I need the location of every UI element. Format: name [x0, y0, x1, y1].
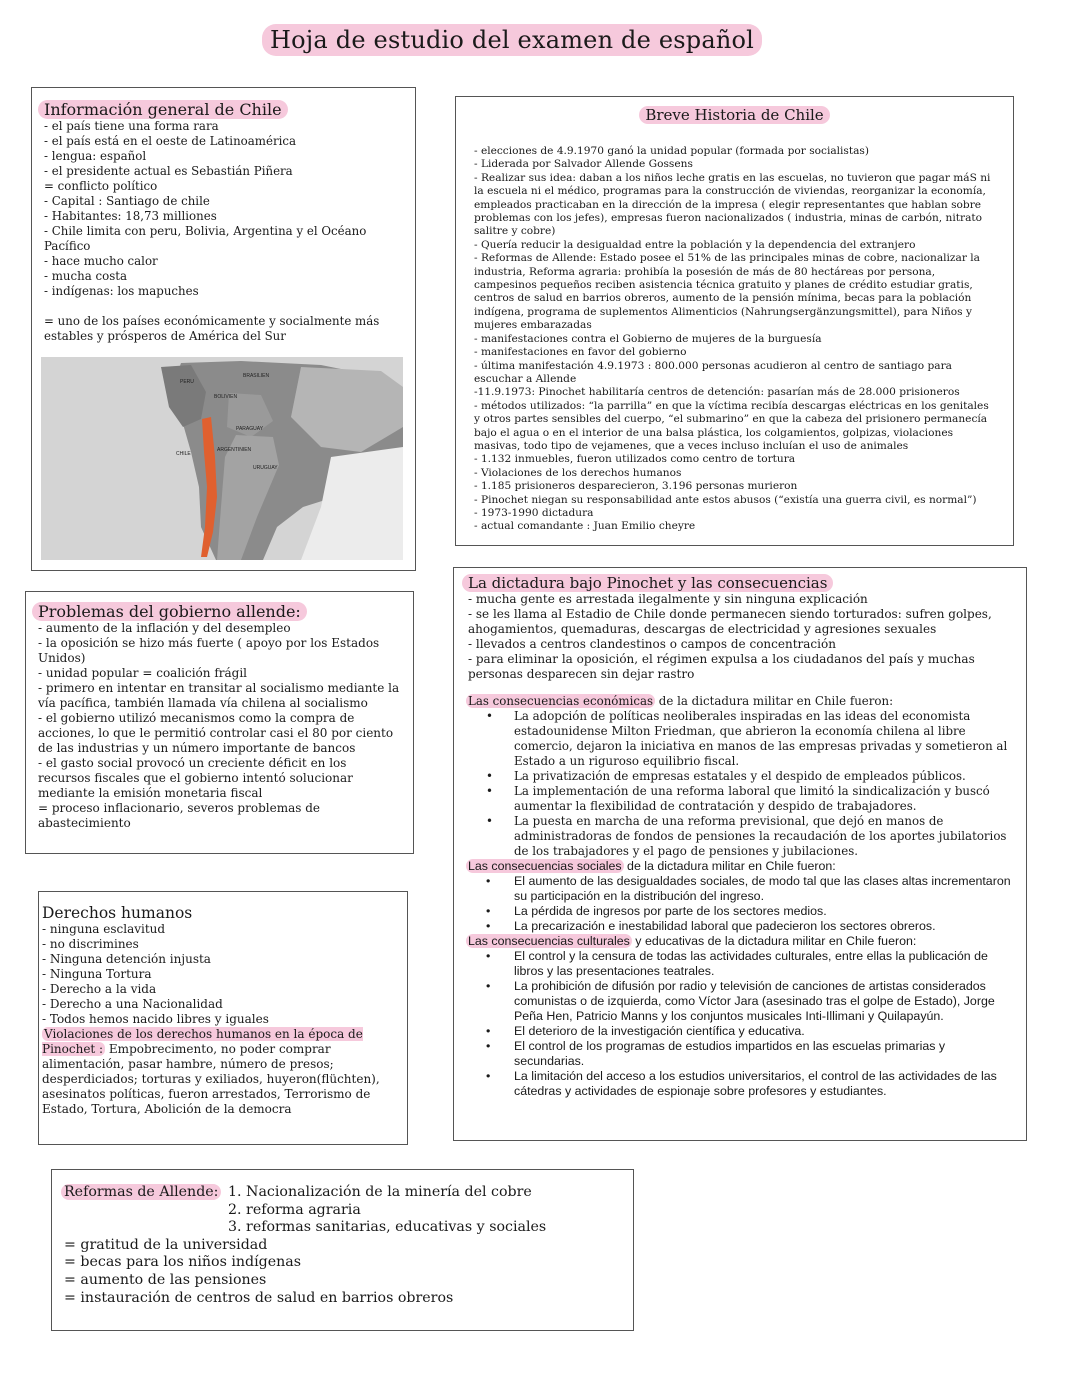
history-line: - última manifestación 4.9.1973 : 800.000 personas acudieron al centro de santiago para escuchar a Allende — [474, 359, 952, 385]
history-line: - Realizar sus idea: daban a los niños leche gratis en las escuelas, no tuvieron que pagar máS ni la escuela ni el médico, programas para la construcción de viviendas, reorganizar la economía, empleados practicaban en la dirección de la impresa ( elegir representantes que hablan sobre problemas con los jefes), empresas fueron nacionalizados ( industria, minas de carbón, nitrato salitre y cobre) — [474, 171, 991, 238]
history-line: - Violaciones de los derechos humanos — [474, 466, 682, 479]
rights-line: - Ninguna detención injusta — [42, 952, 211, 966]
rights-heading: Derechos humanos — [42, 904, 193, 922]
econ-label: Las consecuencias económicas — [468, 694, 654, 708]
history-line: - manifestaciones en favor del gobierno — [474, 346, 687, 359]
info-heading: Información general de Chile — [38, 100, 288, 119]
info-line: - el país está en el oeste de Latinoamérica — [44, 134, 297, 148]
map-label-paraguay: PARAGUAY — [236, 426, 264, 432]
problems-box — [25, 591, 414, 854]
map-label-peru: PERU — [180, 379, 194, 385]
dictatorship-line: - llevados a centros clandestinos o campos de concentración — [468, 637, 836, 651]
dictatorship-line: - para eliminar la oposición, el régimen expulsa a los ciudadanos del país y muchas personas desparecen sin dejar rastro — [468, 652, 975, 681]
info-line: - Capital : Santiago de chile — [44, 194, 210, 208]
problems-line: - el gasto social provocó un creciente déficit en los recursos fiscales que el gobierno intentó solucionar mediante la emisión monetaria fiscal — [38, 756, 353, 800]
cultural-item: • La prohibición de difusión por radio y televisión de canciones de artistas considerados comunistas o de izquierda, como Víctor Jara (asesinado tras el golpe de Estado), Jorge Peña Hen, Patricio Manns y los conjuntos musicales Inti-Illimani y Quilapayún. — [514, 979, 1016, 1024]
history-line: - 1.185 prisioneros desparecieron, 3.196 personas murieron — [474, 480, 798, 493]
rights-line: - Derecho a la vida — [42, 982, 157, 996]
info-line: - el presidente actual es Sebastián Piñera — [44, 164, 293, 178]
reforms-box — [51, 1169, 634, 1331]
map-label-chile: CHILE — [176, 451, 191, 457]
rights-line: - ninguna esclavitud — [42, 922, 166, 936]
econ-item: • La puesta en marcha de una reforma previsional, que dejó en manos de administradoras de fondos de pensiones la recaudación de los aportes jubilatorios de los trabajadores y el pago de pensiones y jubilaciones. — [514, 814, 1016, 859]
info-line: - Chile limita con peru, Bolivia, Argentina y el Océano Pacífico — [44, 224, 367, 253]
rights-line: - Derecho a una Nacionalidad — [42, 997, 223, 1011]
problems-line: - primero en intentar en transitar al socialismo mediante la vía pacífica, también llamada vía chilena al socialismo — [38, 681, 400, 710]
problems-line: - el gobierno utilizó mecanismos como la compra de acciones, lo que le permitió controlar casi el 80 por ciento de las industrias y un número importante de bancos — [38, 711, 394, 755]
problems-line: - la oposición se hizo más fuerte ( apoyo por los Estados Unidos) — [38, 636, 380, 665]
history-line: - actual comandante : Juan Emilio cheyre — [474, 520, 696, 533]
rights-line: - Ninguna Tortura — [42, 967, 152, 981]
reform-item: 1. Nacionalización de la minería del cobre — [228, 1184, 532, 1200]
dictatorship-line: - mucha gente es arrestada ilegalmente y sin ninguna explicación — [468, 592, 868, 606]
map-label-brasilien: BRASILIEN — [243, 373, 270, 379]
social-label: Las consecuencias sociales — [468, 859, 622, 873]
map-label-argentinien: ARGENTINIEN — [217, 447, 252, 453]
problems-line: - unidad popular = coalición frágil — [38, 666, 248, 680]
social-item: • La pérdida de ingresos por parte de los sectores medios. — [514, 904, 1016, 919]
cultural-label: Las consecuencias culturales — [468, 934, 630, 948]
problems-line: = proceso inflacionario, severos problemas de abastecimiento — [38, 801, 320, 830]
info-line: - Habitantes: 18,73 milliones — [44, 209, 217, 223]
history-line: - Reformas de Allende: Estado posee el 51% de las principales minas de cobre, nacionalizar la industria, Reforma agraria: prohibía la posesión de más de 80 hectáreas por persona, campesinos pequeños reciben asistencia técnica gratuito y planes de crédito estudiar gratis, centros de salud en barrios obreros, aumento de la pensión mínima, becas para la población indígena, programa de suplementos Alimenticios (Nahrungsergänzungsmittel), para Niños y mujeres embarazadas — [474, 252, 980, 332]
reform-item: 2. reforma agraria — [228, 1201, 361, 1218]
econ-item: • La privatización de empresas estatales y el despido de empleados públicos. — [514, 769, 1016, 784]
reform-item: 3. reformas sanitarias, educativas y sociales — [228, 1219, 547, 1236]
rights-line: - no discrimines — [42, 937, 139, 951]
cultural-item: • La limitación del acceso a los estudios universitarios, el control de las actividades de las cátedras y actividades de espionaje sobre profesores y estudiantes. — [514, 1069, 1016, 1099]
history-heading: Breve Historia de Chile — [639, 106, 829, 124]
social-item: • El aumento de las desigualdades sociales, de modo tal que las clases altas incrementaron su participación en la distribución del ingreso. — [514, 874, 1016, 904]
cultural-intro: y educativas de la dictadura militar en Chile fueron: — [631, 934, 917, 948]
history-line: - métodos utilizados: “la parrilla” en que la víctima recibía descargas eléctricas en los genitales y otros partes sensibles del cuerpo, “el submarino” en que la cabeza del prisionero permanecía bajo el agua o en el interior de una balsa plástica, los colgamientos, golpizas, violaciones masivas, todo tipo de vejamenes, que a veces incluso incluían el uso de animales — [474, 399, 989, 452]
history-line: - 1.132 inmuebles, fueron utilizados como centro de tortura — [474, 453, 796, 466]
info-line: - mucha costa — [44, 269, 128, 283]
history-line: - Liderada por Salvador Allende Gossens — [474, 158, 693, 171]
history-line: - Pinochet niegan su responsabilidad ante estos abusos (“existía una guerra civil, es normal”) — [474, 493, 977, 506]
history-line: - 1973-1990 dictadura — [474, 506, 594, 519]
econ-item: • La adopción de políticas neoliberales inspiradas en las ideas del economista estadounidense Milton Friedman, que abrieron la economía chilena al libre comercio, dejaron la iniciativa en manos de las empresas privadas y sometieron al Estado a un riguroso equilibrio fiscal. — [514, 709, 1016, 769]
info-summary: = uno de los países económicamente y socialmente más estables y prósperos de América del Sur — [44, 314, 380, 343]
rights-box — [38, 891, 408, 1145]
violations-text: Empobrecimento, no poder comprar alimentación, pasar hambre, número de presos; desperdiciados; torturas y exiliados, huyeron(flüchten), asesinatos políticas, fueron arrestados, Terrorismo de Estado, Tortura, Abolición de la democra — [42, 1042, 380, 1116]
reforms-heading: Reformas de Allende: — [61, 1184, 221, 1200]
reform-result: = aumento de las pensiones — [64, 1271, 267, 1288]
dictatorship-line: - se les llama al Estadio de Chile donde permanecen siendo torturados: sufren golpes, ahogamientos, quemaduras, descargas de electricidad y agresiones sexuales — [468, 607, 992, 636]
social-intro: de la dictadura militar en Chile fueron: — [623, 859, 836, 873]
history-line: - manifestaciones contra el Gobierno de mujeres de la burguesía — [474, 332, 822, 345]
reform-result: = gratitud de la universidad — [64, 1236, 268, 1253]
dictatorship-box — [453, 567, 1027, 1141]
info-line: - indígenas: los mapuches — [44, 284, 199, 298]
info-line: - lengua: español — [44, 149, 147, 163]
map-label-bolivien: BOLIVIEN — [214, 394, 238, 400]
history-line: - Quería reducir la desigualdad entre la población y la dependencia del extranjero — [474, 238, 916, 251]
reform-result: = instauración de centros de salud en barrios obreros — [64, 1289, 454, 1306]
history-line: - elecciones de 4.9.1970 ganó la unidad popular (formada por socialistas) — [474, 145, 869, 157]
reform-result: = becas para los niños indígenas — [64, 1254, 302, 1271]
cultural-item: • El control y la censura de todas las actividades culturales, entre ellas la publicación de libros y las presentaciones teatrales. — [514, 949, 1016, 979]
history-box — [455, 96, 1014, 546]
problems-line: - aumento de la inflación y del desempleo — [38, 621, 291, 635]
cultural-item: • El deterioro de la investigación científica y educativa. — [514, 1024, 1016, 1039]
cultural-item: • El control de los programas de estudios impartidos en las escuelas primarias y secundarias. — [514, 1039, 1016, 1069]
dictatorship-heading: La dictadura bajo Pinochet y las consecuencias — [462, 574, 833, 592]
info-line: - el país tiene una forma rara — [44, 119, 219, 133]
history-line: -11.9.1973: Pinochet habilitaría centros de detención: pasarían más de 28.000 prisioneros — [474, 386, 960, 399]
info-line: = conflicto político — [44, 179, 158, 193]
social-item: • La precarización e inestabilidad laboral que padecieron los sectores obreros. — [514, 919, 1016, 934]
info-line: - hace mucho calor — [44, 254, 158, 268]
page-title: Hoja de estudio del examen de español — [262, 24, 762, 56]
violations-label: Violaciones de los derechos humanos en la época de Pinochet : — [42, 1027, 363, 1056]
econ-item: • La implementación de una reforma laboral que limitó la sindicalización y buscó aumentar la flexibilidad de contratación y despido de trabajadores. — [514, 784, 1016, 814]
problems-heading: Problemas del gobierno allende: — [32, 602, 307, 621]
south-america-map — [41, 357, 403, 560]
map-label-uruguay: URUGUAY — [253, 465, 278, 471]
rights-line: - Todos hemos nacido libres y iguales — [42, 1012, 269, 1026]
econ-intro: de la dictadura militar en Chile fueron: — [655, 694, 894, 708]
